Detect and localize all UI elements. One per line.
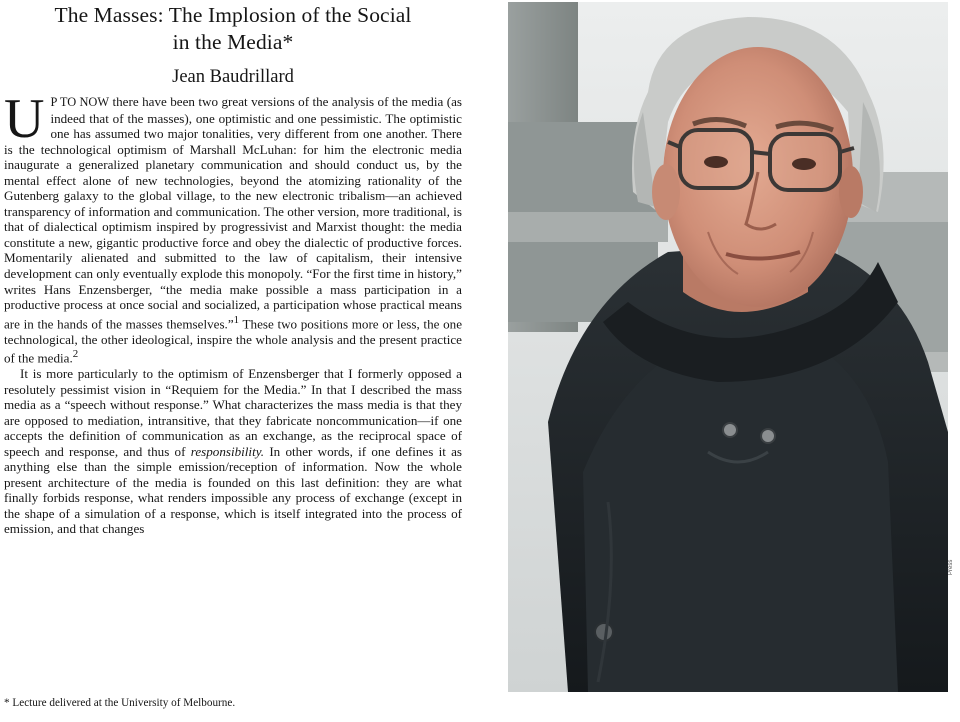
article-column <box>4 2 462 720</box>
author-name: Jean Baudrillard <box>172 67 294 87</box>
title-line-2: in the Media* <box>172 30 294 54</box>
paragraph-2-text-b: In other words, if one defines it as anything else than the simple emission/reception of information. Now the whole present architecture of the media is founded on this last definition: they are what finally forbids response, what renders impossible any process of exchange (except in the shape of a simulation of a response, which is itself integrated into the process of emission, and that changes <box>4 443 462 537</box>
title-line-1: The Masses: The Implosion of the Social <box>54 3 412 27</box>
paragraph-2 <box>4 366 462 537</box>
footnote-ref-1: 1 <box>233 313 240 326</box>
paragraph-1-end: These two positions more or less, the one technological, the other ideological, inspire the whole analysis and the present practice of the media. <box>4 316 462 366</box>
paragraph-1 <box>4 88 462 366</box>
article-title <box>4 2 462 56</box>
paragraph-2-italic: responsibility. <box>190 443 265 459</box>
photo-credit: Press <box>948 560 954 576</box>
drop-cap: U <box>4 88 45 150</box>
author-portrait-photo <box>508 2 948 692</box>
paragraph-2-text-a: It is more particularly to the optimism of Enzensberger that I formerly opposed a resolutely pessimist vision in “Requiem for the Media.” In that I described the mass media as a “speech without response.” What characterizes the mass media is that they are opposed to mediation, intransitive, that they fabricate noncommunication—if one accepts the definition of communication as an exchange, as the reciprocal space of speech and response, and thus of <box>4 366 462 459</box>
paragraph-1-text: there have been two great versions of the analysis of the media (as indeed that of the masses), one optimistic and one pessimistic. The optimistic one has assumed two major tonalities, very different from one another. There is the technological optimism of Marshall McLuhan: for him the electronic media inaugurate a generalized planetary communication and should conduct us, by the mental effect alone of new technologies, beyond the atomizing rationality of the Gutenberg galaxy to the global village, to the new electronic tribalism—an achieved transparency of information and communication. The other version, more traditional, is that of dialectical optimism inspired by progressivist and Marxist thought: the media constitute a new, gigantic productive force and obey the dialectic of productive forces. Momentarily alienated and submitted to the law of capitalism, their intensive development can only eventually explode this monopoly. “For the first time in history,” writes Hans Enzensberger, “the media make possible a mass participation in a productive process at once social and socialized, a participation whose practical means are in the hands of the masses themselves.” <box>4 94 462 332</box>
footnote: * Lecture delivered at the University of Melbourne. <box>4 697 236 709</box>
footnote-ref-2: 2 <box>72 348 79 361</box>
opening-smallcaps: P TO NOW <box>50 95 110 109</box>
portrait-illustration <box>508 2 948 692</box>
